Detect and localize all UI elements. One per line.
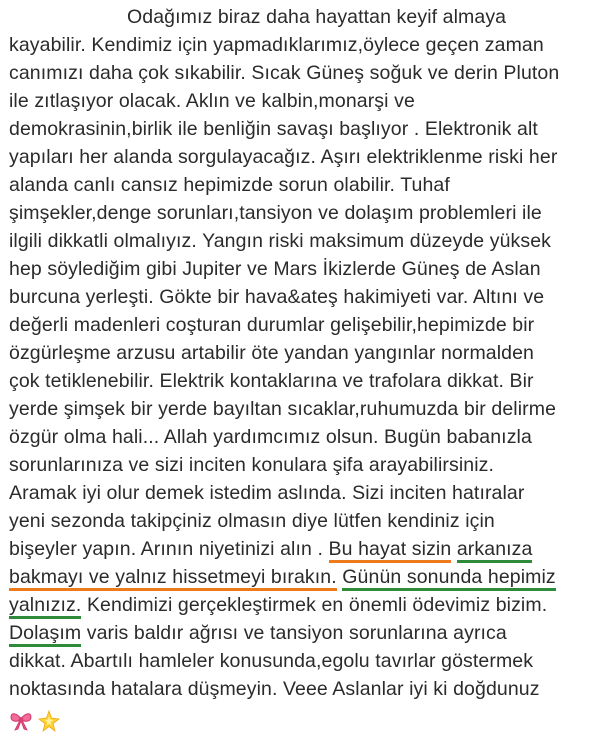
text-line: özgürleşme arzusu artabilir öte yandan yangınlar normalden [9,342,535,364]
text-line: sorunlarınıza ve sizi inciten konulara şifa arayabilirsiniz. [9,454,495,476]
text-line: demokrasinin,birlik ile benliğin savaşı başlıyor . Elektronik alt [9,118,538,140]
text-segment: varis baldır ağrısı ve tansiyon sorunlarına ayrıca [81,622,507,644]
text-line: burcuna yerleşti. Gökte bir hava&ateş hakimiyeti var. Altını ve [9,286,545,308]
underlined-phrase-green: Dolaşım [9,622,81,647]
underlined-phrase-green: Günün sonunda hepimiz [342,566,556,591]
text-line: dikkat. Abartılı hamleler konusunda,egolu tavırlar göstermek [9,650,534,672]
text-line: özgür olma hali... Allah yardımcımız olsun. Bugün babanızla [9,426,532,448]
text-line: canımızı daha çok sıkabilir. Sıcak Güneş soğuk ve derin Pluton [9,62,560,84]
text-line: Odağımız biraz daha hayattan keyif almaya [127,6,507,28]
text-line: yapıları her alanda sorgulayacağız. Aşırı elektriklenme riski her [9,146,558,168]
text-line: yerde şimşek bir yerde bayıltan sıcaklar,ruhumuzda bir delirme [9,398,557,420]
text-line: şimşekler,denge sorunları,tansiyon ve dolaşım problemleri ile [9,202,542,224]
sparkle-star-icon [37,712,61,729]
emoji-row [9,710,69,734]
underlined-phrase-green: yalnızız. [9,594,81,619]
text-line-highlighted [9,621,507,647]
underlined-phrase-orange: bakmayı ve yalnız hissetmeyi bırakın. [9,566,337,591]
text-line-highlighted [9,537,532,563]
text-line: ile zıtlaşıyor olacak. Aklın ve kalbin,monarşi ve [9,90,415,112]
text-line: ilgili dikkatli olmalıyız. Yangın riski maksimum düzeyde yüksek [9,230,552,252]
text-line: hep söylediğim gibi Jupiter ve Mars İkizlerde Güneş de Aslan [9,258,541,280]
ribbon-icon [9,712,37,729]
text-line-highlighted [9,565,556,591]
text-line: değerli madenleri coşturan durumlar gelişebilir,hepimizde bir [9,314,535,336]
text-line: Aramak iyi olur demek istedim aslında. Sizi inciten hatıralar [9,482,525,504]
text-line: çok tetiklenebilir. Elektrik kontaklarına ve trafolara dikkat. Bir [9,370,534,392]
underlined-phrase-orange: Bu hayat sizin [329,538,452,563]
text-segment: bişeyler yapın. Arının niyetinizi alın . [9,538,329,560]
text-line: yeni sezonda takipçiniz olmasın diye lütfen kendiniz için [9,510,495,532]
text-line: alanda canlı cansız hepimizde sorun olabilir. Tuhaf [9,174,450,196]
text-line-highlighted [9,593,547,619]
text-segment: Kendimizi gerçekleştirmek en önemli ödevimiz bizim. [81,594,548,616]
text-line: noktasında hatalara düşmeyin. Veee Aslanlar iyi ki doğdunuz [9,678,540,700]
underlined-phrase-green: arkanıza [457,538,533,563]
text-line: kayabilir. Kendimiz için yapmadıklarımız,öylece geçen zaman [9,34,544,56]
